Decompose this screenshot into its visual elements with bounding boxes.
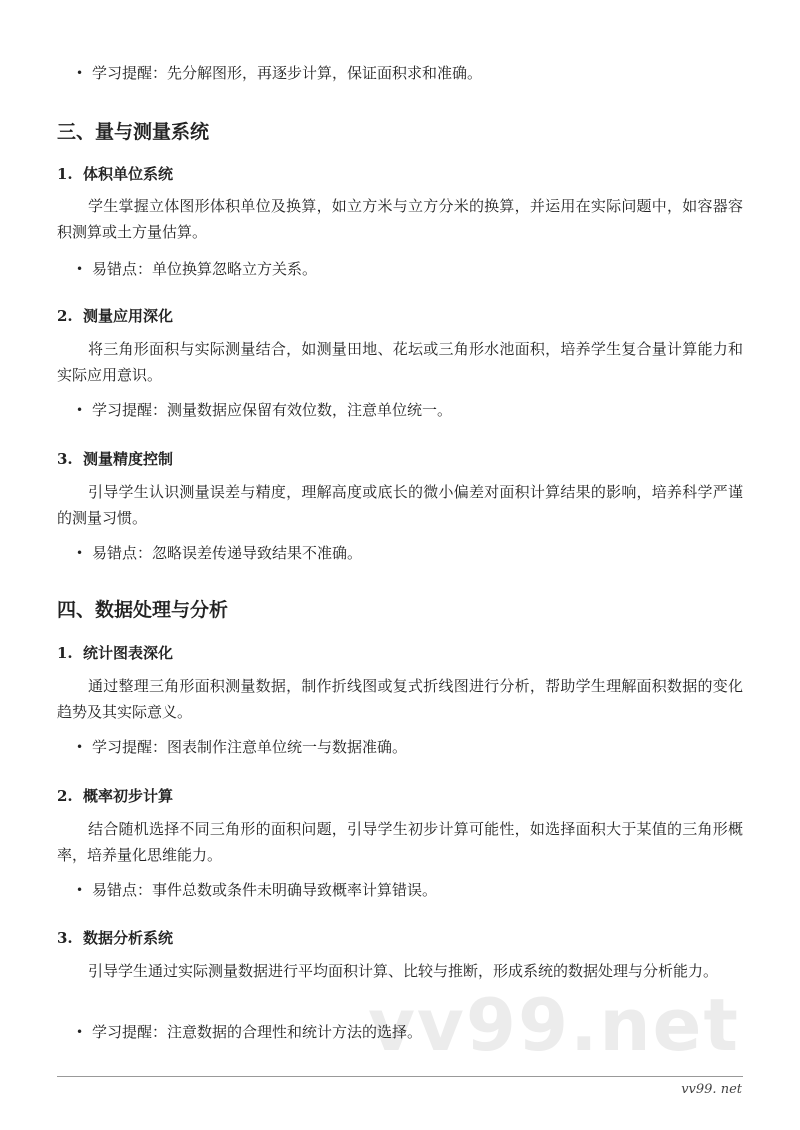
paragraph-4-3: 引导学生通过实际测量数据进行平均面积计算、比较与推断，形成系统的数据处理与分析能力。: [88, 962, 719, 980]
bullet-dot: •: [76, 403, 84, 417]
subheading-title: 数据分析系统: [83, 929, 174, 947]
subheading-number: 3.: [57, 450, 73, 468]
bullet-4-3: [76, 1021, 422, 1043]
bullet-dot: •: [76, 262, 84, 276]
section-heading-4: 四、数据处理与分析: [57, 599, 229, 621]
bullet-text: 易错点：忽略误差传递导致结果不准确。: [92, 544, 363, 562]
bullet-3-2: [76, 399, 452, 421]
paragraph-3-2: 将三角形面积与实际测量结合，如测量田地、花坛或三角形水池面积，培养学生复合量计算能力和实际应用意识。: [57, 340, 743, 384]
subheading-title: 测量应用深化: [83, 307, 174, 325]
subheading-3-3: [57, 448, 173, 470]
paragraph-4-1: 通过整理三角形面积测量数据，制作折线图或复式折线图进行分析，帮助学生理解面积数据的变化趋势及其实际意义。: [57, 677, 743, 721]
bullet-dot: •: [76, 546, 84, 560]
bullet-text: 易错点：单位换算忽略立方关系。: [92, 260, 318, 278]
bullet-dot: •: [76, 883, 84, 897]
subheading-number: 2.: [57, 787, 73, 805]
bullet-text: 易错点：事件总数或条件未明确导致概率计算错误。: [92, 881, 438, 899]
section-heading-3: 三、量与测量系统: [57, 121, 210, 143]
bullet-4-2: [76, 879, 437, 901]
subheading-title: 体积单位系统: [83, 165, 174, 183]
footer-divider: [57, 1076, 743, 1077]
bullet-3-1: [76, 258, 317, 280]
bullet-text: 学习提醒：测量数据应保留有效位数，注意单位统一。: [92, 401, 453, 419]
subheading-3-2: [57, 305, 173, 327]
subheading-number: 2.: [57, 307, 73, 325]
subheading-4-3: [57, 927, 173, 949]
bullet-top-tip: [76, 62, 482, 84]
paragraph-4-2: 结合随机选择不同三角形的面积问题，引导学生初步计算可能性，如选择面积大于某值的三角形概率，培养量化思维能力。: [57, 820, 743, 864]
subheading-4-2: [57, 785, 173, 807]
subheading-title: 概率初步计算: [83, 787, 174, 805]
bullet-4-1: [76, 736, 407, 758]
subheading-title: 测量精度控制: [83, 450, 174, 468]
subheading-number: 1.: [57, 644, 73, 662]
paragraph-3-3: 引导学生认识测量误差与精度，理解高度或底长的微小偏差对面积计算结果的影响，培养科学严谨的测量习惯。: [57, 483, 743, 527]
bullet-dot: •: [76, 740, 84, 754]
footer-site-label: vv99. net: [681, 1082, 742, 1097]
bullet-dot: •: [76, 1025, 84, 1039]
subheading-3-1: [57, 163, 173, 185]
bullet-text: 学习提醒：图表制作注意单位统一与数据准确。: [92, 738, 408, 756]
watermark: vv99.net: [368, 983, 740, 1067]
bullet-text: 学习提醒：先分解图形，再逐步计算，保证面积求和准确。: [92, 64, 483, 82]
subheading-number: 1.: [57, 165, 73, 183]
subheading-number: 3.: [57, 929, 73, 947]
bullet-text: 学习提醒：注意数据的合理性和统计方法的选择。: [92, 1023, 423, 1041]
paragraph-3-1: 学生掌握立体图形体积单位及换算，如立方米与立方分米的换算，并运用在实际问题中，如容器容积测算或土方量估算。: [57, 197, 743, 241]
bullet-dot: •: [76, 66, 84, 80]
subheading-4-1: [57, 642, 173, 664]
subheading-title: 统计图表深化: [83, 644, 174, 662]
bullet-3-3: [76, 542, 362, 564]
